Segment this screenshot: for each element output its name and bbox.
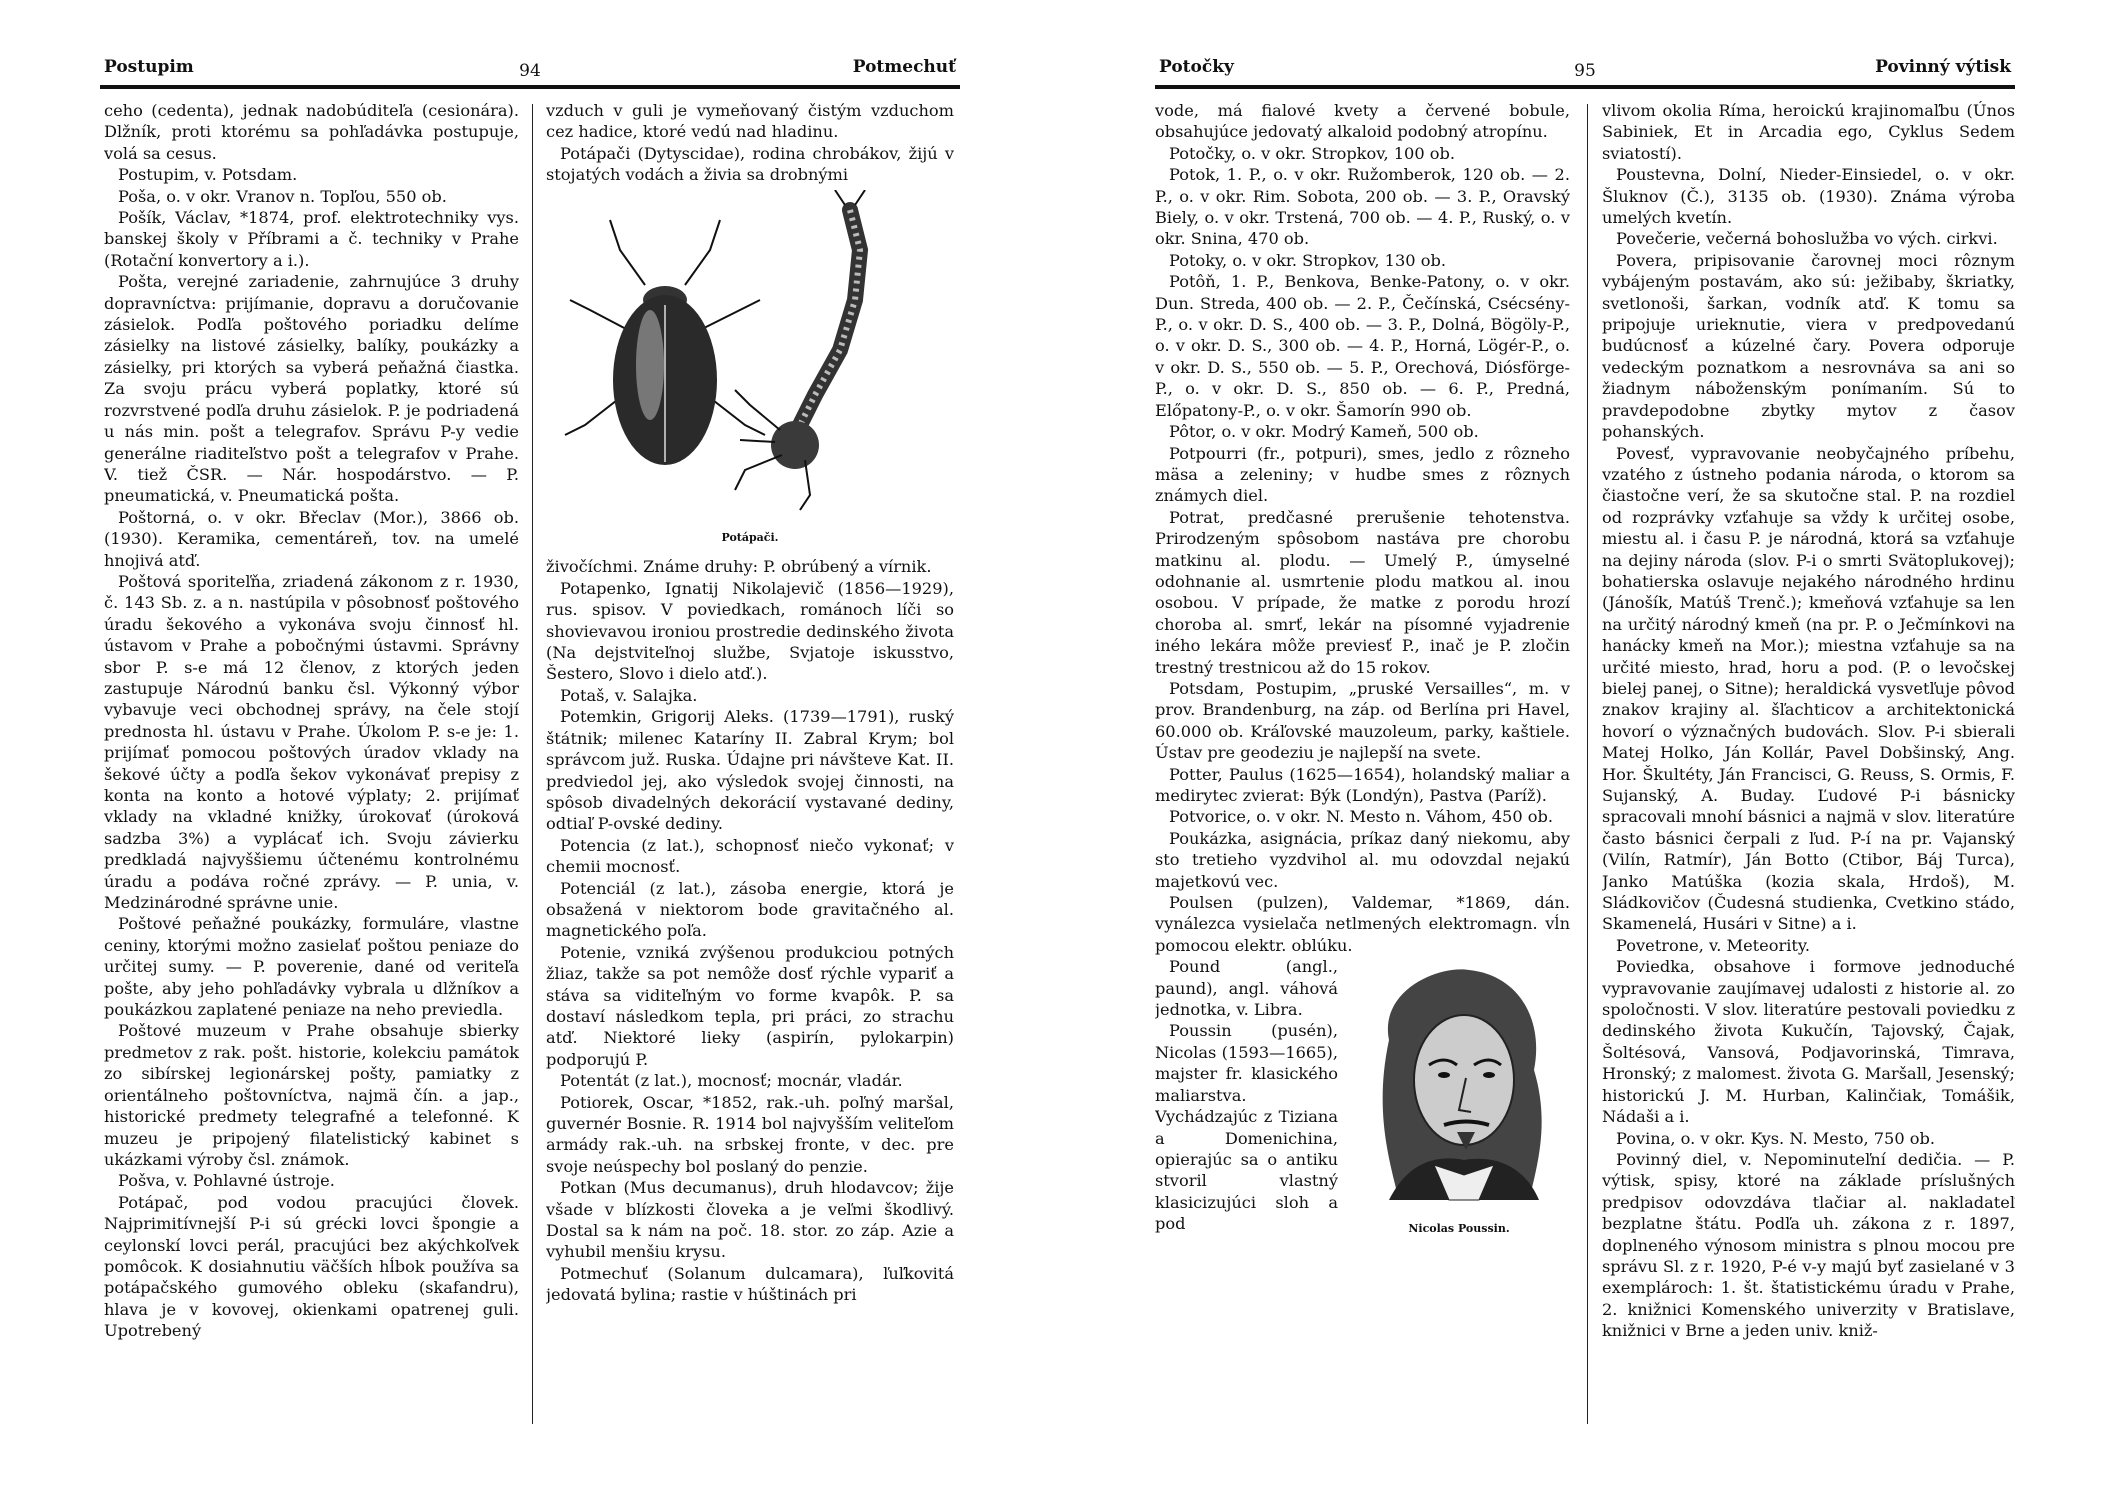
entry: Povera, pripisovanie čarovnej moci rôznym vybájeným postavám, ako sú: ježibaby, škriatky, svetlonoši, šarkan, vodník atď. K tomu sa pripojuje urieknutie, viera v predpovedanú budúcnosť a kúzelné čary. Povera odporuje vedeckým poznatkom a nesrovnáva sa ani so žiadnym náboženským ponímaním. Sú to pravdepodobne zbytky mytov z časov pohanských. [1602,250,2015,442]
poussin-portrait-figure [1348,960,1570,1239]
entry: Potôň, 1. P., Benkova, Benke-Patony, o. v okr. Dun. Streda, 400 ob. — 2. P., Čečínská, Csécsény-P., o. v okr. D. S., 400 ob. — 3. P., Dolná, Bögöly-P., o. v okr. D. S., 300 ob. — 4. P., Horná, Lögér-P., o. v okr. D. S., 550 ob. — 5. P., Orechová, Diósförge-P., o. v okr. D. S., 850 ob. — 6. P., Predná, Előpatony-P., o. v okr. Šamorín 990 ob. [1155,272,1570,420]
entry: Potok, 1. P., o. v okr. Ružomberok, 120 ob. — 2. P., o. v okr. Rim. Sobota, 200 ob. — 3. P., Oravský Biely, o. v okr. Trstená, 700 ob. — 4. P., Ruský, o. v okr. Snina, 470 ob. [1155,165,1570,249]
entry: Poštorná, o. v okr. Břeclav (Mor.), 3866 ob. (1930). Keramika, cementáreň, tov. na umelé hnojivá atď. [104,507,519,570]
left-page [100,0,960,1500]
entry: Povesť, vypravovanie neobyčajného príbehu, vzatého z ústneho podania národa, o ktorom sa čiastočne verí, že sa skutočne stal. P. na rozdiel od rozprávky vzťahuje sa vždy k určitej osobe, miestu al. i času P. je národná, ktorá sa vzťahuje na dejiny národa (slov. P-i o smrti Svätoplukovej); bohatierska oslavuje nejakého národného hrdinu (Jánošík, Matúš Trenč.); kmeňová vzťahuje sa len na určitý národný kmeň (na pr. P. o Ječmínkovi na hanácky kmeň na Mor.); miestna vzťahuje sa na určité miesto, hrad, horu a pod. (P. o levočskej bielej panej, o Sitne); heraldická vysvetľuje pôvod znakov krajiny al. šľachticov a architektonická hovorí o význačných budovách. Slov. P-i sbierali Matej Holko, Ján Kollár, Pavel Dobšinský, Ang. Hor. Škultéty, Ján Francisci, G. Reuss, S. Ormis, F. Sujanský, A. Buday. Ľudové P-i básnicky spracovali mnohí básnici a najmä v slov. literatúre často básnici čerpali z ľud. P-í na pr. Vajanský (Vilín, Ratmír), Ján Botto (Ctibor, Báj Turca), Janko Matúška (kozia skala, Hrdoš), M. Sládkovičov (Čudesná studienka, Cvetkino stádo, Skamenelá, Husári v Sitne) a i. [1602,443,2015,934]
right-column-2 [1602,100,2015,1430]
right-header-catchword-first: Potočky [1159,57,1234,77]
entry: Pošík, Václav, *1874, prof. elektrotechniky vys. banskej školy v Příbrami a č. techniky v Prahe (Rotační konvertory a i.). [104,208,519,270]
poussin-portrait [1349,960,1569,1210]
left-header-rule [100,85,960,89]
entry: živočíchmi. Známe druhy: P. obrúbený a vírnik. [546,557,932,577]
entry: Poštová sporiteľňa, zriadená zákonom z r. 1930, č. 143 Sb. z. a n. nastúpila v pôsobnosť poštového úradu šekového a vykonáva svoju činnosť hl. ústavom v Prahe a pobočnými ústavmi. Správny sbor P. s-e má 12 členov, z ktorých jeden zastupuje Národnú banku čsl. Výkonný výbor vybavuje veci obchodnej správy, na čele stojí prednosta hl. ústavu v Prahe. Úkolom P. s-e je: 1. prijímať pomocou poštových úradov vklady na šekové účty a podľa šekov vykonávať prepisy z konta na konto a hotové výplaty; 2. prijímať vklady na vkladné knižky, úrokovať (úroková sadzba 3%) a vyplácať ich. Svoju závierku predkladá najvyššiemu účtenému kontrolnému úradu a podáva ročné zprávy. — P. unia, v. Medzinárodné správne unie. [104,571,519,913]
entry: Poukázka, asignácia, príkaz daný niekomu, aby sto tretieho vyzdvihol al. mu odovzdal nejakú majetkovú vec. [1155,828,1570,891]
entry: Pošva, v. Pohlavné ústroje. [118,1171,335,1191]
right-header [1155,57,2015,85]
entry: Povinný diel, v. Nepominuteľní dedičia. — P. výtisk, spisy, ktoré na základe príslušných predpisov odovzdáva tlačiar al. nakladateľ bezplatne štátu. Podľa uh. zákona z r. 1897, doplneného výnosom ministra s plnou mocou pre správu Sl. z r. 1920, P-é v-y majú byť zasielané v 3 exemplároch: 1. št. štatistickému úradu v Prahe, 2. knižnici Komenského univerzity v Bratislave, knižnici v Brne a jeden univ. kniž- [1602,1149,2015,1341]
entry: Poša, o. v okr. Vranov n. Topľou, 550 ob. [118,186,447,206]
entry: Potkan (Mus decumanus), druh hlodavcov; žije všade v blízkosti človeka a je veľmi škodlivý. Dostal sa k nám na poč. 18. stor. zo záp. Azie a vyhubil menšiu krysu. [546,1178,954,1262]
entry: Povina, o. v okr. Kys. N. Mesto, 750 ob. [1616,1128,1936,1148]
right-header-rule [1155,85,2015,89]
entry: Potápači (Dytyscidae), rodina chrobákov, žijú v stojatých vodách a živia sa drobnými [546,143,954,185]
left-column-divider [532,104,533,1424]
entry: Poviedka, obsahove i formove jednoduché vypravovanie zaujímavej udalosti z historie al. zo spoločnosti. V slov. literatúre pestovali poviedku z dedinského života Kukučín, Tajovský, Čajak, Šoltésová, Vansová, Podjavorinská, Timrava, Hronský; z malomest. života G. Maršall, Jesenský; historickú J. M. Hurban, Kalinčiak, Tomášik, Nádaši a i. [1602,957,2015,1127]
right-column-1 [1155,100,1570,1430]
entry: ceho (cedenta), jednak nadobúditeľa (cesionára). Dlžník, proti ktorému sa pohľadávka postupuje, volá sa cesus. [104,101,519,163]
entry: vode, má fialové kvety a červené bobule, obsahujúce jedovatý alkaloid podobný atropínu. [1155,101,1570,142]
entry: Povečerie, večerná bohoslužba vo vých. cirkvi. [1616,229,1998,249]
right-page-number: 95 [1574,61,1596,81]
entry: Potemkin, Grigorij Aleks. (1739—1791), ruský štátnik; milenec Kataríny II. Zabral Krym; bol správcom juž. Ruska. Údajne pri návšteve Kat. II. predviedol jej, ako výsledok svojej činnosti, na spôsob divadelných dekorácií vystavané dediny, odtiaľ P-ovské dediny. [546,707,954,834]
beetle-caption: Potápači. [721,531,779,545]
left-header-catchword-last: Potmechuť [852,57,956,77]
diving-beetle-illustration [550,190,950,520]
entry: Potenciál (z lat.), zásoba energie, ktorá je obsažená v niektorom bode gravitačného al. magnetického poľa. [546,878,954,941]
entry: Pound (angl., paund), angl. váhová jednotka, v. Libra. [1155,957,1338,1020]
entry: Potočky, o. v okr. Stropkov, 100 ob. [1169,143,1456,163]
entry: Poustevna, Dolní, Nieder-Einsiedel, o. v okr. Šluknov (Č.), 3135 ob. (1930). Známa výroba umelých kvetín. [1602,165,2015,228]
entry: Potoky, o. v okr. Stropkov, 130 ob. [1169,250,1446,270]
entry: Povetrone, v. Meteority. [1616,935,1811,955]
left-column-1 [104,100,519,1430]
entry: Potenie, vzniká zvýšenou produkciou potných žliaz, takže sa pot nemôže dosť rýchle vypariť a stáva sa viditeľným vo forme kvapôk. P. sa dostaví následkom tepla, pri práci, zo strachu atď. Niektoré lieky (aspirín, pylokarpin) podporujú P. [546,942,954,1069]
left-page-number: 94 [519,61,541,81]
entry: Pôtor, o. v okr. Modrý Kameň, 500 ob. [1169,422,1479,442]
entry: Potpourri (fr., potpuri), smes, jedlo z rôzneho mäsa a zeleniny; v hudbe smes z rôznych známych diel. [1155,443,1570,506]
entry: Potápač, pod vodou pracujúci človek. Najprimitívnejší P-i sú grécki lovci špongie a ceylonskí lovci perál, pracujúci bez akýchkoľvek pomôcok. K dosiahnutiu väčších hĺbok používa sa potápačského gumového obleku (skafandru), hlava je v kovovej, okienkami opatrenej guli. Upotrebený [104,1192,519,1341]
entry: Potsdam, Postupim, „pruské Versailles“, m. v prov. Brandenburg, na záp. od Berlína pri Havel, 60.000 ob. Kráľovské mauzoleum, parky, kaštiele. Ústav pre geodeziu je najlepší na svete. [1155,678,1570,763]
entry: Potencia (z lat.), schopnosť niečo vykonať; v chemii mocnosť. [546,835,954,877]
entry: Potmechuť (Solanum dulcamara), ľuľkovitá jedovatá bylina; rastie v húštinách pri [546,1263,954,1305]
entry: Potapenko, Ignatij Nikolajevič (1856—1929), rus. spisov. V poviedkach, románoch líči so shovievavou ironiou prostredie dedinského života (Na dejstviteľnoj službe, Svjatoje iskusstvo, Šestero, Slovo i dielo atď.). [546,578,954,684]
left-header-catchword-first: Postupim [104,57,194,77]
entry: vzduch v guli je vymeňovaný čistým vzduchom cez hadice, ktoré vedú nad hladinu. [546,101,954,142]
entry: Pošta, verejné zariadenie, zahrnujúce 3 druhy dopravníctva: prijímanie, dopravu a doručovanie zásielok. Podľa poštového poriadku delíme zásielky na listové zásielky, balíky, poukázky a zásielky, pri ktorých sa vyberá peňažná čiastka. Za svoju prácu vyberá poplatky, ktoré sú rozvrstvené podľa druhu zásielok. P. je podriadená u nás min. pošt a telegrafov. Správu P-y vedie generálne riaditeľstvo pošt a telegrafov v Prahe. V. tiež ČSR. — Nár. hospodárstvo. — P. pneumatická, v. Pneumatická pošta. [104,272,519,506]
portrait-caption: Nicolas Poussin. [1408,1221,1510,1235]
beetle-figure [546,190,954,549]
entry: vlivom okolia Ríma, heroickú krajinomaľbu (Únos Sabiniek, Et in Arcadia ego, Cyklus Sedem sviatostí). [1602,101,2015,163]
right-page [1155,0,2015,1500]
entry: Potter, Paulus (1625—1654), holandský maliar a medirytec zvierat: Býk (Londýn), Pastva (Paríž). [1155,764,1570,805]
left-header [100,57,960,85]
entry: Potvorice, o. v okr. N. Mesto n. Váhom, 450 ob. [1169,807,1554,827]
entry: Poulsen (pulzen), Valdemar, *1869, dán. vynálezca vysielača netlmených elektromagn. vĺn pomocou elektr. oblúku. [1155,893,1570,955]
left-column-2 [546,100,954,1430]
entry: Potaš, v. Salajka. [560,685,698,705]
entry: Potrat, predčasné prerušenie tehotenstva. Prirodzeným spôsobom nastáva pre chorobu matkinu al. plodu. — Umelý P., úmyselné odohnanie al. usmrtenie plodu matkou al. inou osobou. V prípade, že matke z porodu hrozí choroba al. smrť, lekár na písomné vyjadrenie iného lekára môže previesť P., inač je P. zločin trestný trestnicou až do 15 rokov. [1155,507,1570,677]
right-column-divider [1587,104,1588,1424]
entry: Poussin (pusén), Nicolas (1593—1665), majster fr. klasického maliarstva. Vychádzajúc z Tiziana a Domenichina, opierajúc sa o antiku stvoril vlastný klasicizujúci sloh a pod [1155,1021,1338,1234]
entry: Poštové peňažné poukázky, formuláre, vlastne ceniny, ktorými možno zasielať poštou peniaze do určitej sumy. — P. poverenie, dané od veriteľa pošte, aby jeho pohľadávky vybrala u dlžníkov a poukázkou zaplatené peniaze na neho previedla. [104,914,519,1020]
entry: Postupim, v. Potsdam. [118,165,298,185]
entry: Poštové muzeum v Prahe obsahuje sbierky predmetov z rak. pošt. historie, kolekciu památok zo sibírskej legionárskej pošty, pamiatky z orientálneho poštovníctva, najmä čín. a jap., historické predmety telegrafné a telefonné. K muzeu je pripojený filatelistický kabinet s ukázkami výroby čsl. známok. [104,1021,519,1169]
entry: Potiorek, Oscar, *1852, rak.-uh. poľný maršal, guvernér Bosnie. R. 1914 bol najvyšším veliteľom armády rak.-uh. na srbskej fronte, v dec. pre svoje neúspechy bol poslaný do penzie. [546,1092,954,1176]
entry: Potentát (z lat.), mocnosť; mocnár, vladár. [560,1071,903,1091]
right-header-catchword-last: Povinný výtisk [1875,57,2011,77]
